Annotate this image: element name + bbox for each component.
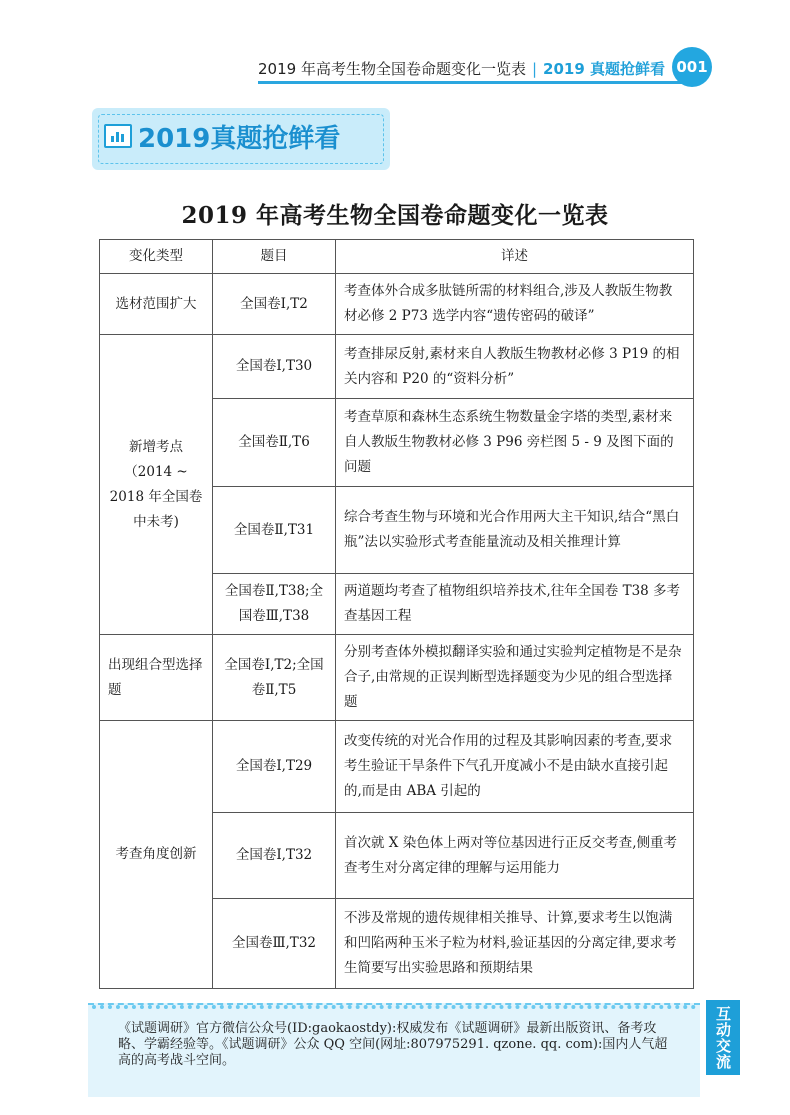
- table-header-row: [100, 240, 694, 274]
- changes-table: [99, 239, 694, 989]
- footer-box: [88, 1003, 700, 1097]
- running-header: [258, 58, 678, 78]
- item-cell: 全国卷Ⅰ,T32: [213, 813, 336, 899]
- header-separator: |: [531, 60, 538, 78]
- detail-cell: 改变传统的对光合作用的过程及其影响因素的考查,要求考生验证干旱条件下气孔开度减小不是由缺水直接引起的,而是由 ABA 引起的: [336, 721, 694, 813]
- footer-dotted-edge: [92, 1005, 696, 1019]
- banner-title: 2019真题抢鲜看: [138, 124, 341, 154]
- detail-cell: 首次就 X 染色体上两对等位基因进行正反交考查,侧重考查考生对分离定律的理解与运用能力: [336, 813, 694, 899]
- section-banner: [92, 108, 390, 170]
- header-type: 变化类型: [100, 240, 213, 274]
- detail-cell: 综合考查生物与环境和光合作用两大主干知识,结合“黑白瓶”法以实验形式考查能量流动及相关推理计算: [336, 487, 694, 574]
- detail-cell: 考查排尿反射,素材来自人教版生物教材必修 3 P19 的相关内容和 P20 的“资料分析”: [336, 335, 694, 399]
- header-rule: [258, 81, 688, 84]
- item-cell: 全国卷Ⅰ,T29: [213, 721, 336, 813]
- chart-icon: [104, 124, 132, 148]
- type-cell: 选材范围扩大: [100, 274, 213, 335]
- table-row: [100, 721, 694, 813]
- document-title: 2019 年高考生物全国卷命题变化一览表: [181, 202, 609, 229]
- item-cell: 全国卷Ⅱ,T31: [213, 487, 336, 574]
- type-cell: 考查角度创新: [100, 721, 213, 989]
- type-cell: 新增考点（2014 ~ 2018 年全国卷中未考): [100, 335, 213, 635]
- detail-cell: 不涉及常规的遗传规律相关推导、计算,要求考生以饱满和凹陷两种玉米子粒为材料,验证基因的分离定律,要求考生简要写出实验思路和预期结果: [336, 899, 694, 989]
- header-item: 题目: [213, 240, 336, 274]
- detail-cell: 考查草原和森林生态系统生物数量金字塔的类型,素材来自人教版生物教材必修 3 P96 旁栏图 5 - 9 及图下面的问题: [336, 399, 694, 487]
- item-cell: 全国卷Ⅰ,T2;全国卷Ⅱ,T5: [213, 635, 336, 721]
- table-row: [100, 335, 694, 399]
- table-row: [100, 274, 694, 335]
- page-number: 001: [672, 47, 712, 87]
- side-tag: 互动交流: [706, 1000, 740, 1075]
- footer-text: 《试题调研》官方微信公众号(ID:gaokaostdy):权威发布《试题调研》最新出版资讯、备考攻略、学霸经验等。《试题调研》公众 QQ 空间(网址:807975291. qzone. qq. com):国内人气超高的高考战斗空间。: [118, 1021, 668, 1068]
- header-detail: 详述: [336, 240, 694, 274]
- item-cell: 全国卷Ⅰ,T30: [213, 335, 336, 399]
- detail-cell: 考查体外合成多肽链所需的材料组合,涉及人教版生物教材必修 2 P73 选学内容“遗传密码的破译”: [336, 274, 694, 335]
- detail-cell: 两道题均考查了植物组织培养技术,往年全国卷 T38 多考查基因工程: [336, 574, 694, 635]
- item-cell: 全国卷Ⅱ,T38;全国卷Ⅲ,T38: [213, 574, 336, 635]
- header-section: 2019 真题抢鲜看: [543, 60, 665, 78]
- detail-cell: 分别考查体外模拟翻译实验和通过实验判定植物是不是杂合子,由常规的正误判断型选择题变为少见的组合型选择题: [336, 635, 694, 721]
- item-cell: 全国卷Ⅲ,T32: [213, 899, 336, 989]
- item-cell: 全国卷Ⅱ,T6: [213, 399, 336, 487]
- item-cell: 全国卷Ⅰ,T2: [213, 274, 336, 335]
- type-cell: 出现组合型选择题: [100, 635, 213, 721]
- running-title: 2019 年高考生物全国卷命题变化一览表: [258, 60, 526, 78]
- table-row: [100, 635, 694, 721]
